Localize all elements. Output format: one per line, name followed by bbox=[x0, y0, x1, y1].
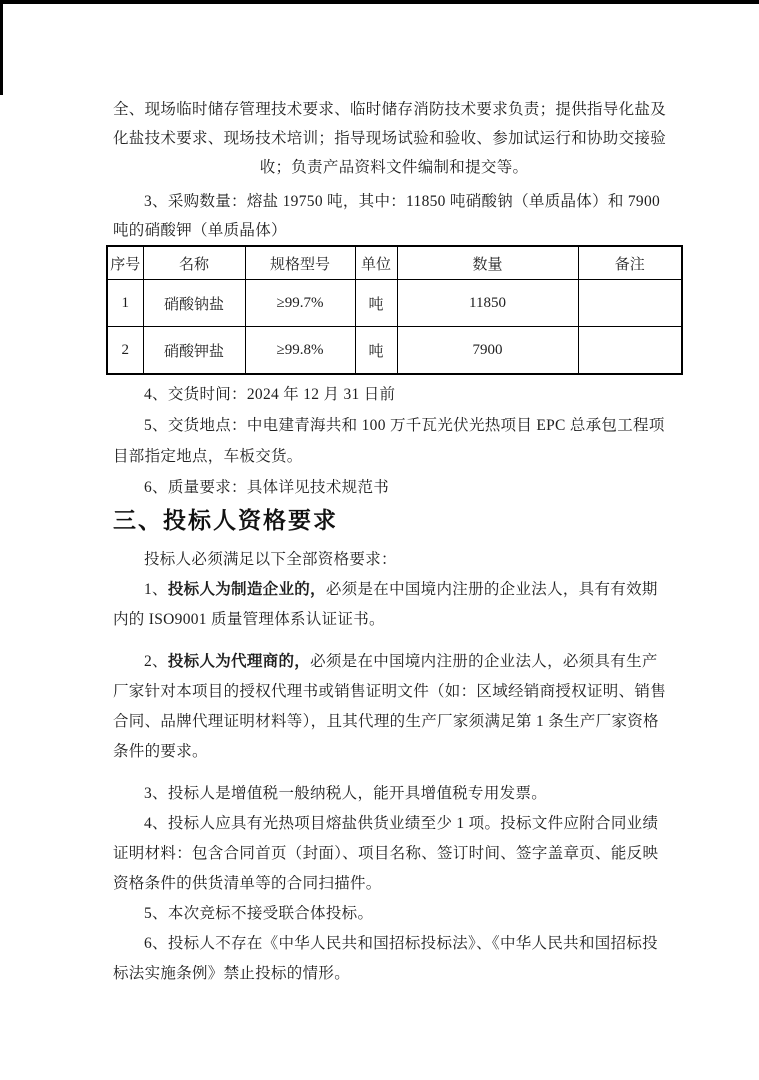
qual-item-6-line: 标法实施条例》禁止投标的情形。 bbox=[113, 965, 351, 982]
cell-unit: 吨 bbox=[355, 327, 397, 375]
scan-edge-artifact-left bbox=[0, 0, 3, 95]
bidder-qualifications-body bbox=[113, 545, 675, 989]
header-cell-name: 名称 bbox=[143, 246, 245, 280]
cell-no: 1 bbox=[107, 280, 143, 327]
cell-name: 硝酸钠盐 bbox=[143, 280, 245, 327]
cell-qty: 11850 bbox=[397, 280, 578, 327]
header-cell-note: 备注 bbox=[578, 246, 682, 280]
cell-spec: ≥99.7% bbox=[245, 280, 355, 327]
purchase-quantity-paragraph bbox=[113, 187, 675, 245]
cell-unit: 吨 bbox=[355, 280, 397, 327]
qual-item-6-line: 6、投标人不存在《中华人民共和国招标投标法》、《中华人民共和国招标投 bbox=[144, 935, 658, 952]
delivery-place-line: 目部指定地点，车板交货。 bbox=[113, 448, 303, 465]
cell-no: 2 bbox=[107, 327, 143, 375]
delivery-terms bbox=[113, 379, 675, 503]
text-line: 收；负责产品资料文件编制和提交等。 bbox=[259, 159, 529, 176]
qual-item-2-line: 厂家针对本项目的授权代理书或销售证明文件（如：区域经销商授权证明、销售 bbox=[113, 683, 667, 700]
qual-item-2-line: 合同、品牌代理证明材料等），且其代理的生产厂家须满足第 1 条生产厂家资格 bbox=[113, 713, 659, 730]
header-cell-qty: 数量 bbox=[397, 246, 578, 280]
cell-name: 硝酸钾盐 bbox=[143, 327, 245, 375]
qualifications-intro-line: 投标人必须满足以下全部资格要求： bbox=[144, 551, 397, 568]
continuation-paragraph bbox=[113, 95, 675, 182]
item-number: 2、 bbox=[144, 653, 168, 670]
text-line: 3、采购数量：熔盐 19750 吨，其中：11850 吨硝酸钠（单质晶体）和 7900 bbox=[144, 193, 661, 210]
cell-qty: 7900 bbox=[397, 327, 578, 375]
cell-spec: ≥99.8% bbox=[245, 327, 355, 375]
header-cell-unit: 单位 bbox=[355, 246, 397, 280]
qual-item-4-line: 4、投标人应具有光热项目熔盐供货业绩至少 1 项。投标文件应附合同业绩 bbox=[144, 815, 659, 832]
item-bold-lead: 投标人为代理商的， bbox=[167, 653, 311, 670]
cell-note bbox=[578, 280, 682, 327]
qual-item-2-line bbox=[113, 647, 675, 677]
item-text: 必须是在中国境内注册的企业法人，具有有效期 bbox=[325, 581, 658, 598]
cell-note bbox=[578, 327, 682, 375]
qual-item-2-line: 条件的要求。 bbox=[113, 743, 208, 760]
qual-item-1-line: 内的 ISO9001 质量管理体系认证证书。 bbox=[113, 611, 385, 628]
table-row bbox=[107, 280, 682, 327]
item-number: 1、 bbox=[144, 581, 168, 598]
qual-item-1-line bbox=[113, 575, 675, 605]
item-text: 必须是在中国境内注册的企业法人，必须具有生产 bbox=[310, 653, 658, 670]
document-content bbox=[110, 0, 675, 989]
quality-requirement-line: 6、质量要求：具体详见技术规范书 bbox=[144, 479, 390, 496]
goods-table bbox=[106, 245, 683, 375]
delivery-time-line: 4、交货时间：2024 年 12 月 31 日前 bbox=[144, 386, 396, 403]
text-line: 全、现场临时储存管理技术要求、临时储存消防技术要求负责；提供指导化盐及 bbox=[113, 101, 667, 118]
qual-item-3-line: 3、投标人是增值税一般纳税人，能开具增值税专用发票。 bbox=[144, 785, 548, 802]
table-row bbox=[107, 327, 682, 375]
header-cell-no: 序号 bbox=[107, 246, 143, 280]
item-bold-lead: 投标人为制造企业的， bbox=[167, 581, 326, 598]
section-heading-bidder-qualifications: 三、投标人资格要求 bbox=[113, 508, 338, 533]
qual-item-5-line: 5、本次竞标不接受联合体投标。 bbox=[144, 905, 374, 922]
text-line: 化盐技术要求、现场技术培训；指导现场试验和验收、参加试运行和协助交接验 bbox=[113, 130, 667, 147]
qual-item-4-line: 证明材料：包含合同首页（封面）、项目名称、签订时间、签字盖章页、能反映 bbox=[113, 845, 659, 862]
delivery-place-line: 5、交货地点：中电建青海共和 100 万千瓦光伏光热项目 EPC 总承包工程项 bbox=[144, 417, 665, 434]
text-line: 吨的硝酸钾（单质晶体） bbox=[113, 222, 287, 239]
table-header-row bbox=[107, 246, 682, 280]
qual-item-4-line: 资格条件的供货清单等的合同扫描件。 bbox=[113, 875, 382, 892]
header-cell-spec: 规格型号 bbox=[245, 246, 355, 280]
